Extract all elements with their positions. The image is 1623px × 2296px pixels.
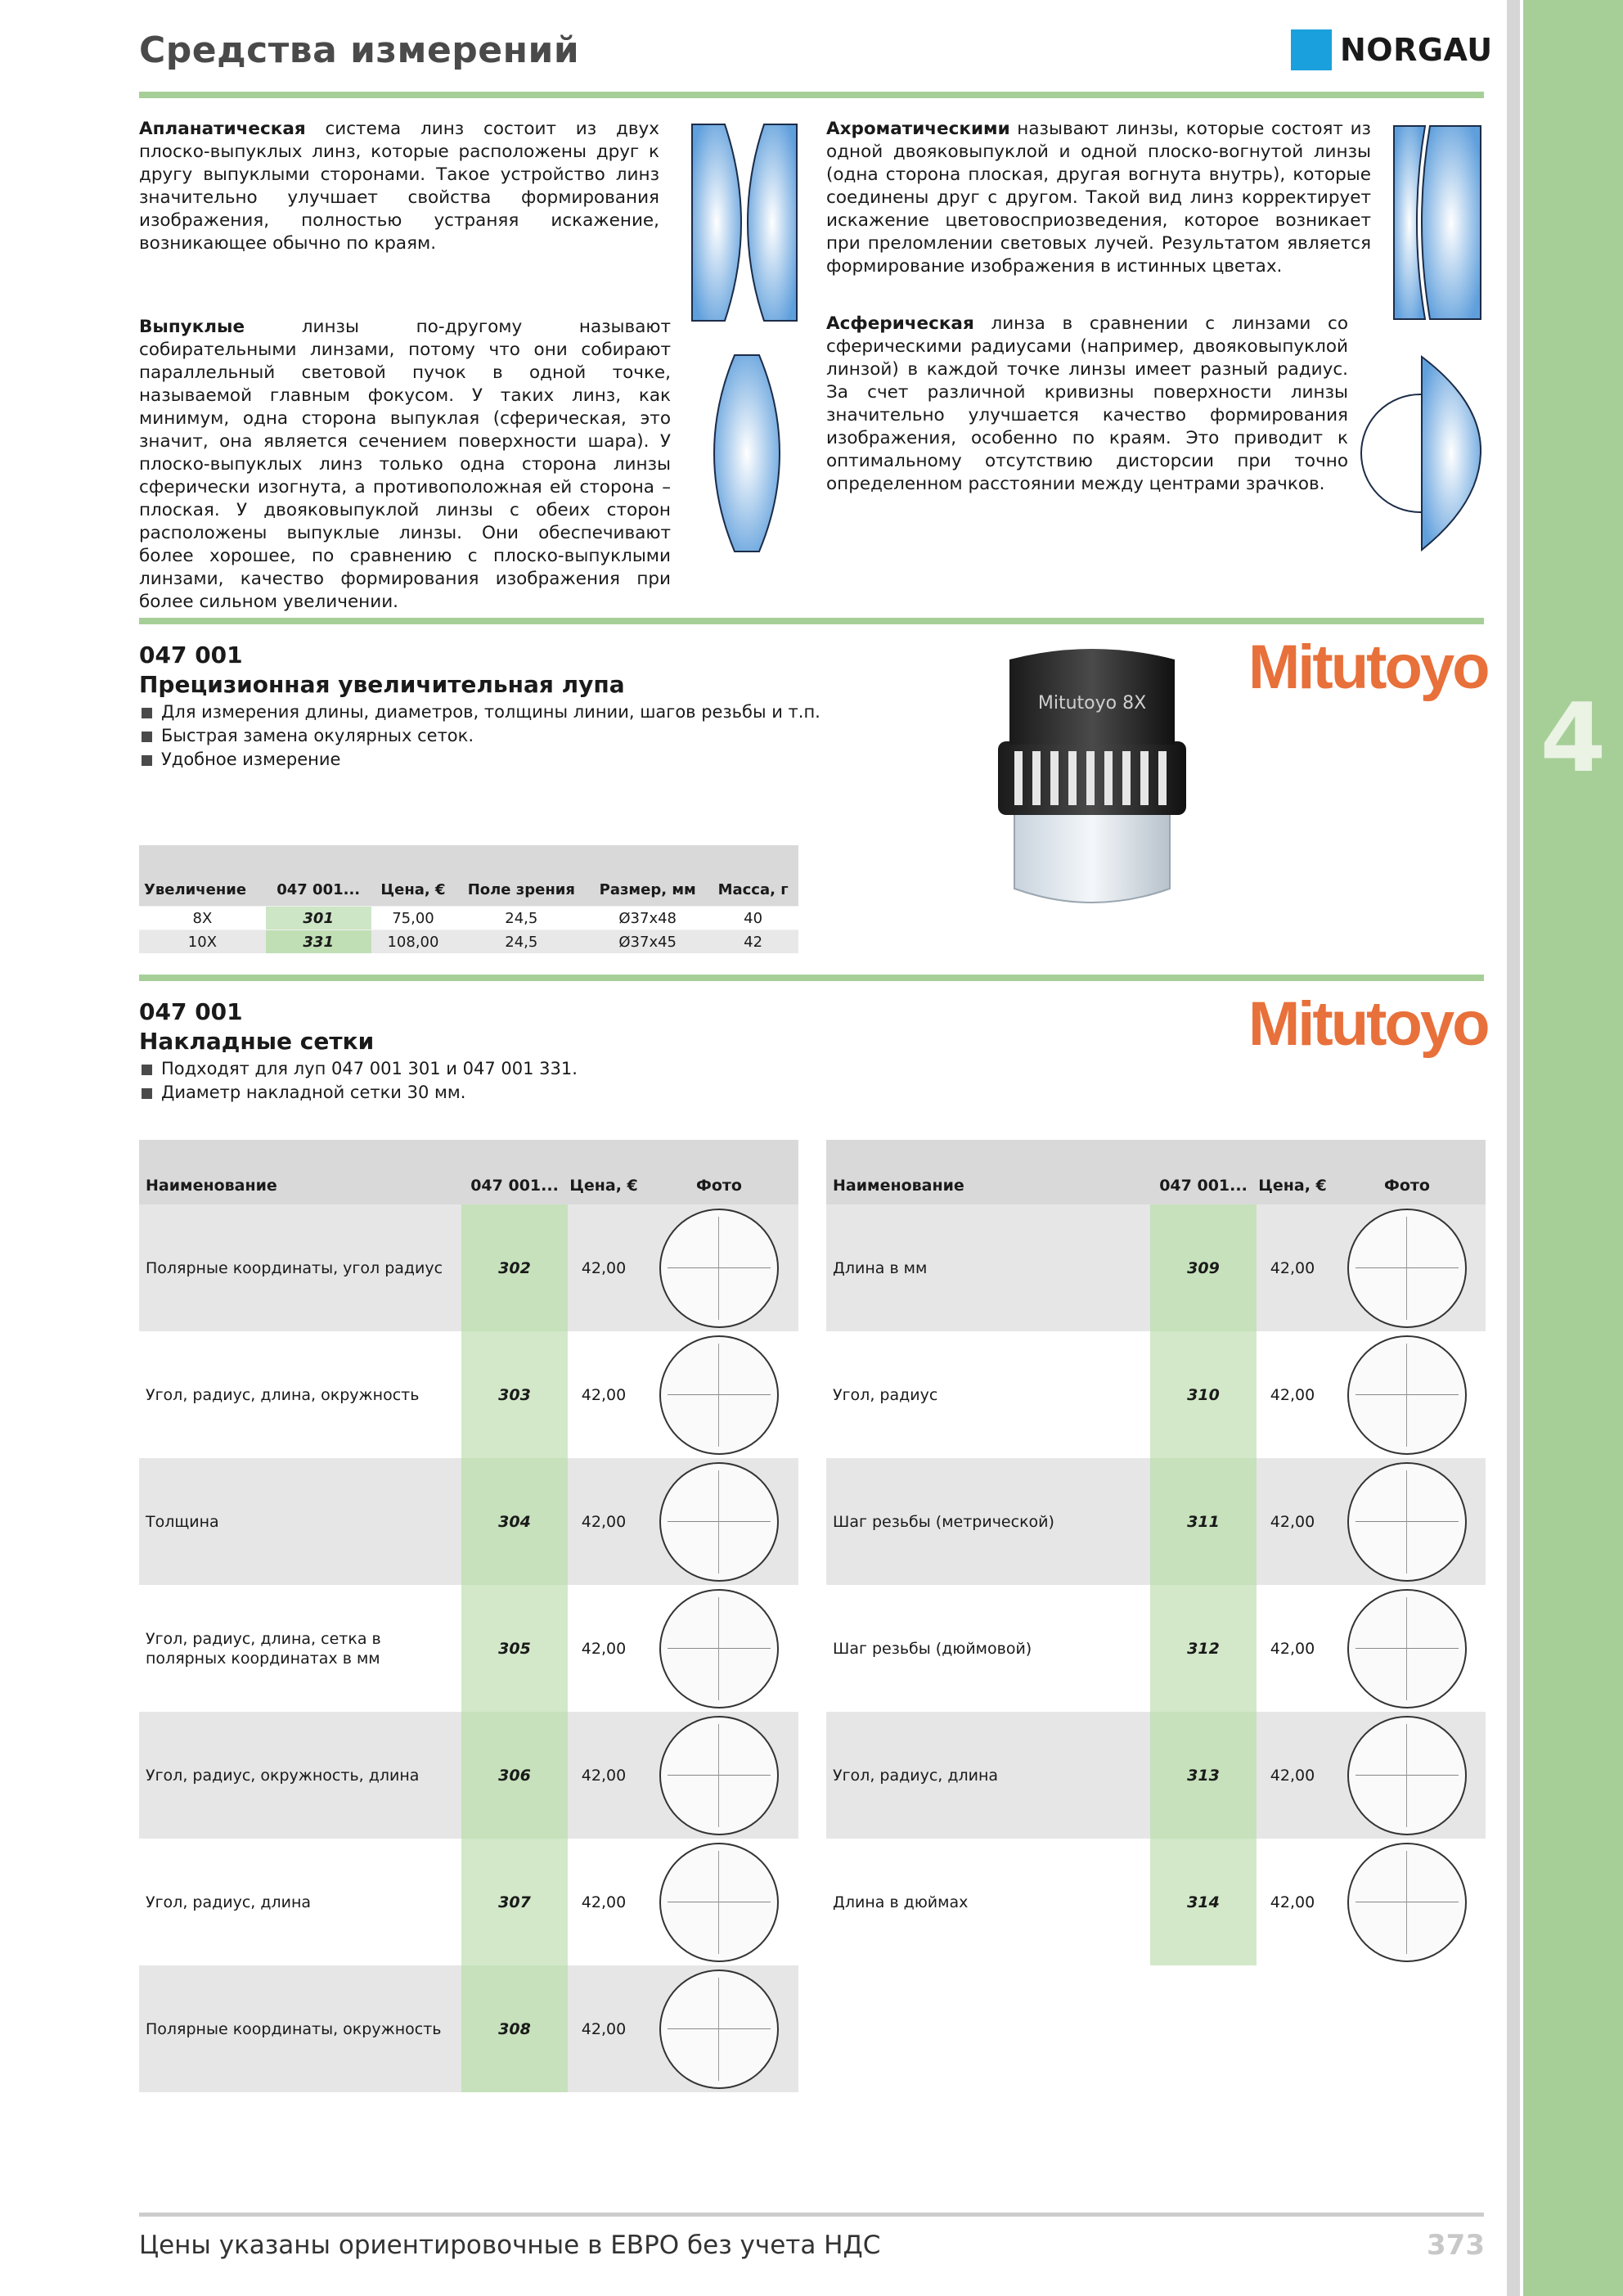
col-name: Наименование — [139, 1140, 461, 1204]
col-size: Размер, мм — [587, 845, 708, 907]
cell-magnification: 10X — [139, 930, 266, 954]
achromatic-lens-diagram — [1391, 123, 1486, 322]
reticle-name: Угол, радиус, длина, окружность — [146, 1385, 420, 1404]
page-number: 373 — [1427, 2229, 1485, 2262]
reticle-name: Угол, радиус, длина, сетка в полярных координатах в мм — [146, 1629, 381, 1668]
loupe-grip-ridges — [1014, 751, 1167, 805]
norgau-logo — [1291, 29, 1493, 70]
reticle-price: 42,00 — [1270, 1893, 1315, 1911]
loupe-code: 047 001 — [139, 642, 243, 669]
reticle-photo — [1329, 1331, 1486, 1458]
reticle-image — [659, 1209, 779, 1328]
page-title: Средства измерений — [139, 29, 580, 71]
table-row — [826, 1331, 1486, 1458]
col-field: Поле зрения — [455, 845, 587, 907]
achromatic-lens-concave — [1394, 126, 1425, 319]
col-price: Цена, € — [371, 845, 456, 907]
reticle-image — [1347, 1335, 1467, 1455]
loupe-features — [139, 700, 820, 772]
reticle-image — [1347, 1843, 1467, 1962]
side-band-gray — [1507, 0, 1520, 2296]
aplanatic-term: Апланатическая — [139, 119, 306, 139]
reticle-price: 42,00 — [1257, 1458, 1329, 1585]
footer-rule — [139, 2213, 1484, 2217]
logo-square-icon — [1291, 29, 1332, 70]
reticles-title: Накладные сетки — [139, 1028, 375, 1055]
table-row — [139, 1458, 798, 1585]
reticle-price: 42,00 — [568, 1458, 640, 1585]
reticle-code: 307 — [461, 1839, 568, 1965]
reticle-code: 302 — [461, 1204, 568, 1331]
reticle-price: 42,00 — [568, 1965, 640, 2092]
table-row — [826, 1585, 1486, 1712]
reticle-image — [1347, 1589, 1467, 1708]
aplanatic-paragraph — [139, 118, 659, 255]
reticle-name: Толщина — [139, 1458, 461, 1585]
reticle-code: 303 — [461, 1331, 568, 1458]
reticle-name: Шаг резьбы (дюймовой) — [833, 1639, 1032, 1658]
reticle-photo — [640, 1458, 798, 1585]
reticle-photo — [640, 1965, 798, 2092]
reticle-price: 42,00 — [1270, 1639, 1315, 1658]
loupe-title: Прецизионная увеличительная лупа — [139, 671, 625, 698]
col-code: 047 001... — [1150, 1140, 1257, 1204]
reticle-code: 312 — [1150, 1585, 1257, 1712]
reticle-image — [659, 1589, 779, 1708]
aspheric-lens-shape — [1422, 357, 1481, 550]
reticle-price: 42,00 — [1257, 1712, 1329, 1839]
reticles-table-right — [826, 1140, 1486, 1965]
reticle-code: 309 — [1150, 1204, 1257, 1331]
reticle-photo — [640, 1331, 798, 1458]
reticle-price: 42,00 — [581, 1893, 627, 1911]
footer-note: Цены указаны ориентировочные в ЕВРО без учета НДС — [139, 2231, 881, 2260]
col-code: 047 001... — [266, 845, 371, 907]
reticle-image — [1347, 1209, 1467, 1328]
cell-size: Ø37x45 — [587, 930, 708, 954]
reticle-photo — [640, 1585, 798, 1712]
reticle-image — [659, 1843, 779, 1962]
aspheric-body: линза в сравнении с линзами со сферическими радиусами (например, двояковыпуклой линзой) в каждой точке линзы имеет разный радиус. За счет различной кривизны поверхности линзы значительно улучшается качество формирования изображения, особенно по краям. Это приводит к оптимальному отсутствию дисторсии при точно определенном расстоянии между центрами зрачков. — [826, 313, 1348, 494]
col-code: 047 001... — [461, 1140, 568, 1204]
achromatic-body: называют линзы, которые состоят из одной двояковыпуклой и одной плоско-вогнутой линзы (одна сторона плоская, другая вогнута внутрь), которые соединены друг с другом. Такой вид линз корректирует искажение цветовосприозведения, которое возникает при преломлении световых лучей. Результатом является формирование изображения в истинных цветах. — [826, 119, 1371, 277]
cell-code: 331 — [266, 930, 371, 954]
reticle-image — [659, 1335, 779, 1455]
biconvex-lens-shape — [714, 355, 780, 551]
reticle-image — [1347, 1462, 1467, 1582]
reticle-name: Угол, радиус, окружность, длина — [139, 1712, 461, 1839]
table-row — [826, 1458, 1486, 1585]
aspheric-paragraph — [826, 313, 1348, 496]
table-row — [139, 907, 798, 930]
section-rule-2 — [139, 975, 1484, 981]
loupe-glass-body — [1014, 807, 1170, 903]
reticle-code: 310 — [1150, 1331, 1257, 1458]
table-row — [139, 930, 798, 954]
reticle-image — [659, 1716, 779, 1835]
table-row — [826, 1204, 1486, 1331]
reticle-code: 305 — [461, 1585, 568, 1712]
reticle-price: 42,00 — [581, 1639, 627, 1658]
table-row — [139, 1965, 798, 2092]
table-row — [139, 1839, 798, 1965]
table-row — [826, 1712, 1486, 1839]
mitutoyo-logo: Mitutoyo — [1248, 989, 1488, 1059]
reticle-price: 42,00 — [568, 1204, 640, 1331]
reticle-price: 42,00 — [581, 1385, 627, 1404]
reticle-photo — [640, 1204, 798, 1331]
cell-code: 301 — [266, 907, 371, 930]
reticle-name: Угол, радиус — [833, 1385, 938, 1404]
achromatic-term: Ахроматическими — [826, 119, 1010, 139]
loupe-spec-table — [139, 845, 798, 953]
section-rule-1 — [139, 618, 1484, 624]
convex-term: Выпуклые — [139, 317, 245, 337]
reticle-price: 42,00 — [1257, 1204, 1329, 1331]
reticle-photo — [1329, 1839, 1486, 1965]
reticle-photo — [640, 1712, 798, 1839]
col-price: Цена, € — [568, 1140, 640, 1204]
reticle-code: 313 — [1150, 1712, 1257, 1839]
aplanatic-body: система линз состоит из двух плоско-выпуклых линз, которые расположены друг к другу выпуклыми сторонами. Такое устройство линз значительно улучшает свойства формирования изображения, полностью устраняя искажение, возникающее обычно по краям. — [139, 119, 659, 254]
loupe-engraving: Mitutoyo 8X — [1037, 693, 1147, 714]
convex-paragraph — [139, 316, 671, 614]
reticle-name: Угол, радиус, длина — [146, 1893, 312, 1911]
logo-text: NORGAU — [1340, 32, 1493, 68]
reticle-image — [659, 1970, 779, 2089]
reticle-name: Полярные координаты, окружность — [139, 1965, 461, 2092]
cell-size: Ø37x48 — [587, 907, 708, 930]
reticle-image — [1347, 1716, 1467, 1835]
table-row — [139, 1712, 798, 1839]
aplanatic-lens-left — [692, 124, 741, 321]
side-band-green — [1523, 0, 1623, 2296]
reticles-table-left — [139, 1140, 798, 2092]
cell-magnification: 8X — [139, 907, 266, 930]
aspheric-lens-diagram — [1360, 353, 1490, 553]
reticle-code: 314 — [1150, 1839, 1257, 1965]
reticle-photo — [1329, 1585, 1486, 1712]
reticle-name: Длина в дюймах — [833, 1893, 969, 1911]
reticle-price: 42,00 — [568, 1712, 640, 1839]
reticle-name: Длина в мм — [826, 1204, 1150, 1331]
reticle-photo — [1329, 1204, 1486, 1331]
col-photo: Фото — [1329, 1140, 1486, 1204]
cell-field: 24,5 — [455, 907, 587, 930]
aplanatic-lens-diagram — [687, 123, 802, 322]
loupe-photo — [982, 643, 1203, 916]
cell-mass: 42 — [708, 930, 798, 954]
reticle-name: Шаг резьбы (метрической) — [826, 1458, 1150, 1585]
achromatic-lens-convex — [1422, 126, 1481, 319]
reticle-code: 304 — [461, 1458, 568, 1585]
cell-price: 108,00 — [371, 930, 456, 954]
table-row — [139, 1331, 798, 1458]
reticles-code: 047 001 — [139, 998, 243, 1025]
reticles-feature: Диаметр накладной сетки 30 мм. — [139, 1081, 578, 1105]
reticle-image — [659, 1462, 779, 1582]
cell-price: 75,00 — [371, 907, 456, 930]
reticle-photo — [1329, 1458, 1486, 1585]
col-magnification: Увеличение — [139, 845, 266, 907]
reticle-code: 311 — [1150, 1458, 1257, 1585]
reticle-photo — [1329, 1712, 1486, 1839]
col-mass: Масса, г — [708, 845, 798, 907]
mitutoyo-logo: Mitutoyo — [1248, 633, 1488, 702]
col-photo: Фото — [640, 1140, 798, 1204]
chapter-number: 4 — [1540, 683, 1607, 794]
reticle-name: Угол, радиус, длина — [826, 1712, 1150, 1839]
col-price: Цена, € — [1257, 1140, 1329, 1204]
table-row — [826, 1839, 1486, 1965]
loupe-feature: Для измерения длины, диаметров, толщины линии, шагов резьбы и т.п. — [139, 700, 820, 724]
reticle-name: Полярные координаты, угол радиус — [139, 1204, 461, 1331]
cell-mass: 40 — [708, 907, 798, 930]
header-rule — [139, 92, 1484, 98]
reticle-code: 308 — [461, 1965, 568, 2092]
reticles-feature: Подходят для луп 047 001 301 и 047 001 331. — [139, 1057, 578, 1081]
reticle-code: 306 — [461, 1712, 568, 1839]
table-row — [139, 1204, 798, 1331]
reticles-features — [139, 1057, 578, 1105]
biconvex-lens-diagram — [710, 353, 784, 553]
convex-body: линзы по-другому называют собирательными линзами, потому что они собирают параллельный световой пучок в одной точке, называемой главным фокусом. У таких линз, как минимум, одна сторона выпуклая (сферическая, это значит, она является сечением поверхности шара). У плоско-выпуклых линз только одна сторона линзы сферически изогнута, а противоположная ей сторона – плоская. У двояковыпуклой линзы с обеих сторон расположены выпуклые линзы. Они обеспечивают более хорошее, по сравнению с плоско-выпуклыми линзами, качество формирования изображения при более сильном увеличении. — [139, 317, 671, 612]
col-name: Наименование — [826, 1140, 1150, 1204]
achromatic-paragraph — [826, 118, 1371, 278]
cell-field: 24,5 — [455, 930, 587, 954]
table-row — [139, 1585, 798, 1712]
reticle-price: 42,00 — [1270, 1385, 1315, 1404]
loupe-feature: Быстрая замена окулярных сеток. — [139, 724, 820, 748]
loupe-feature: Удобное измерение — [139, 748, 820, 772]
reticle-photo — [640, 1839, 798, 1965]
aplanatic-lens-right — [748, 124, 797, 321]
aspheric-term: Асферическая — [826, 313, 974, 334]
